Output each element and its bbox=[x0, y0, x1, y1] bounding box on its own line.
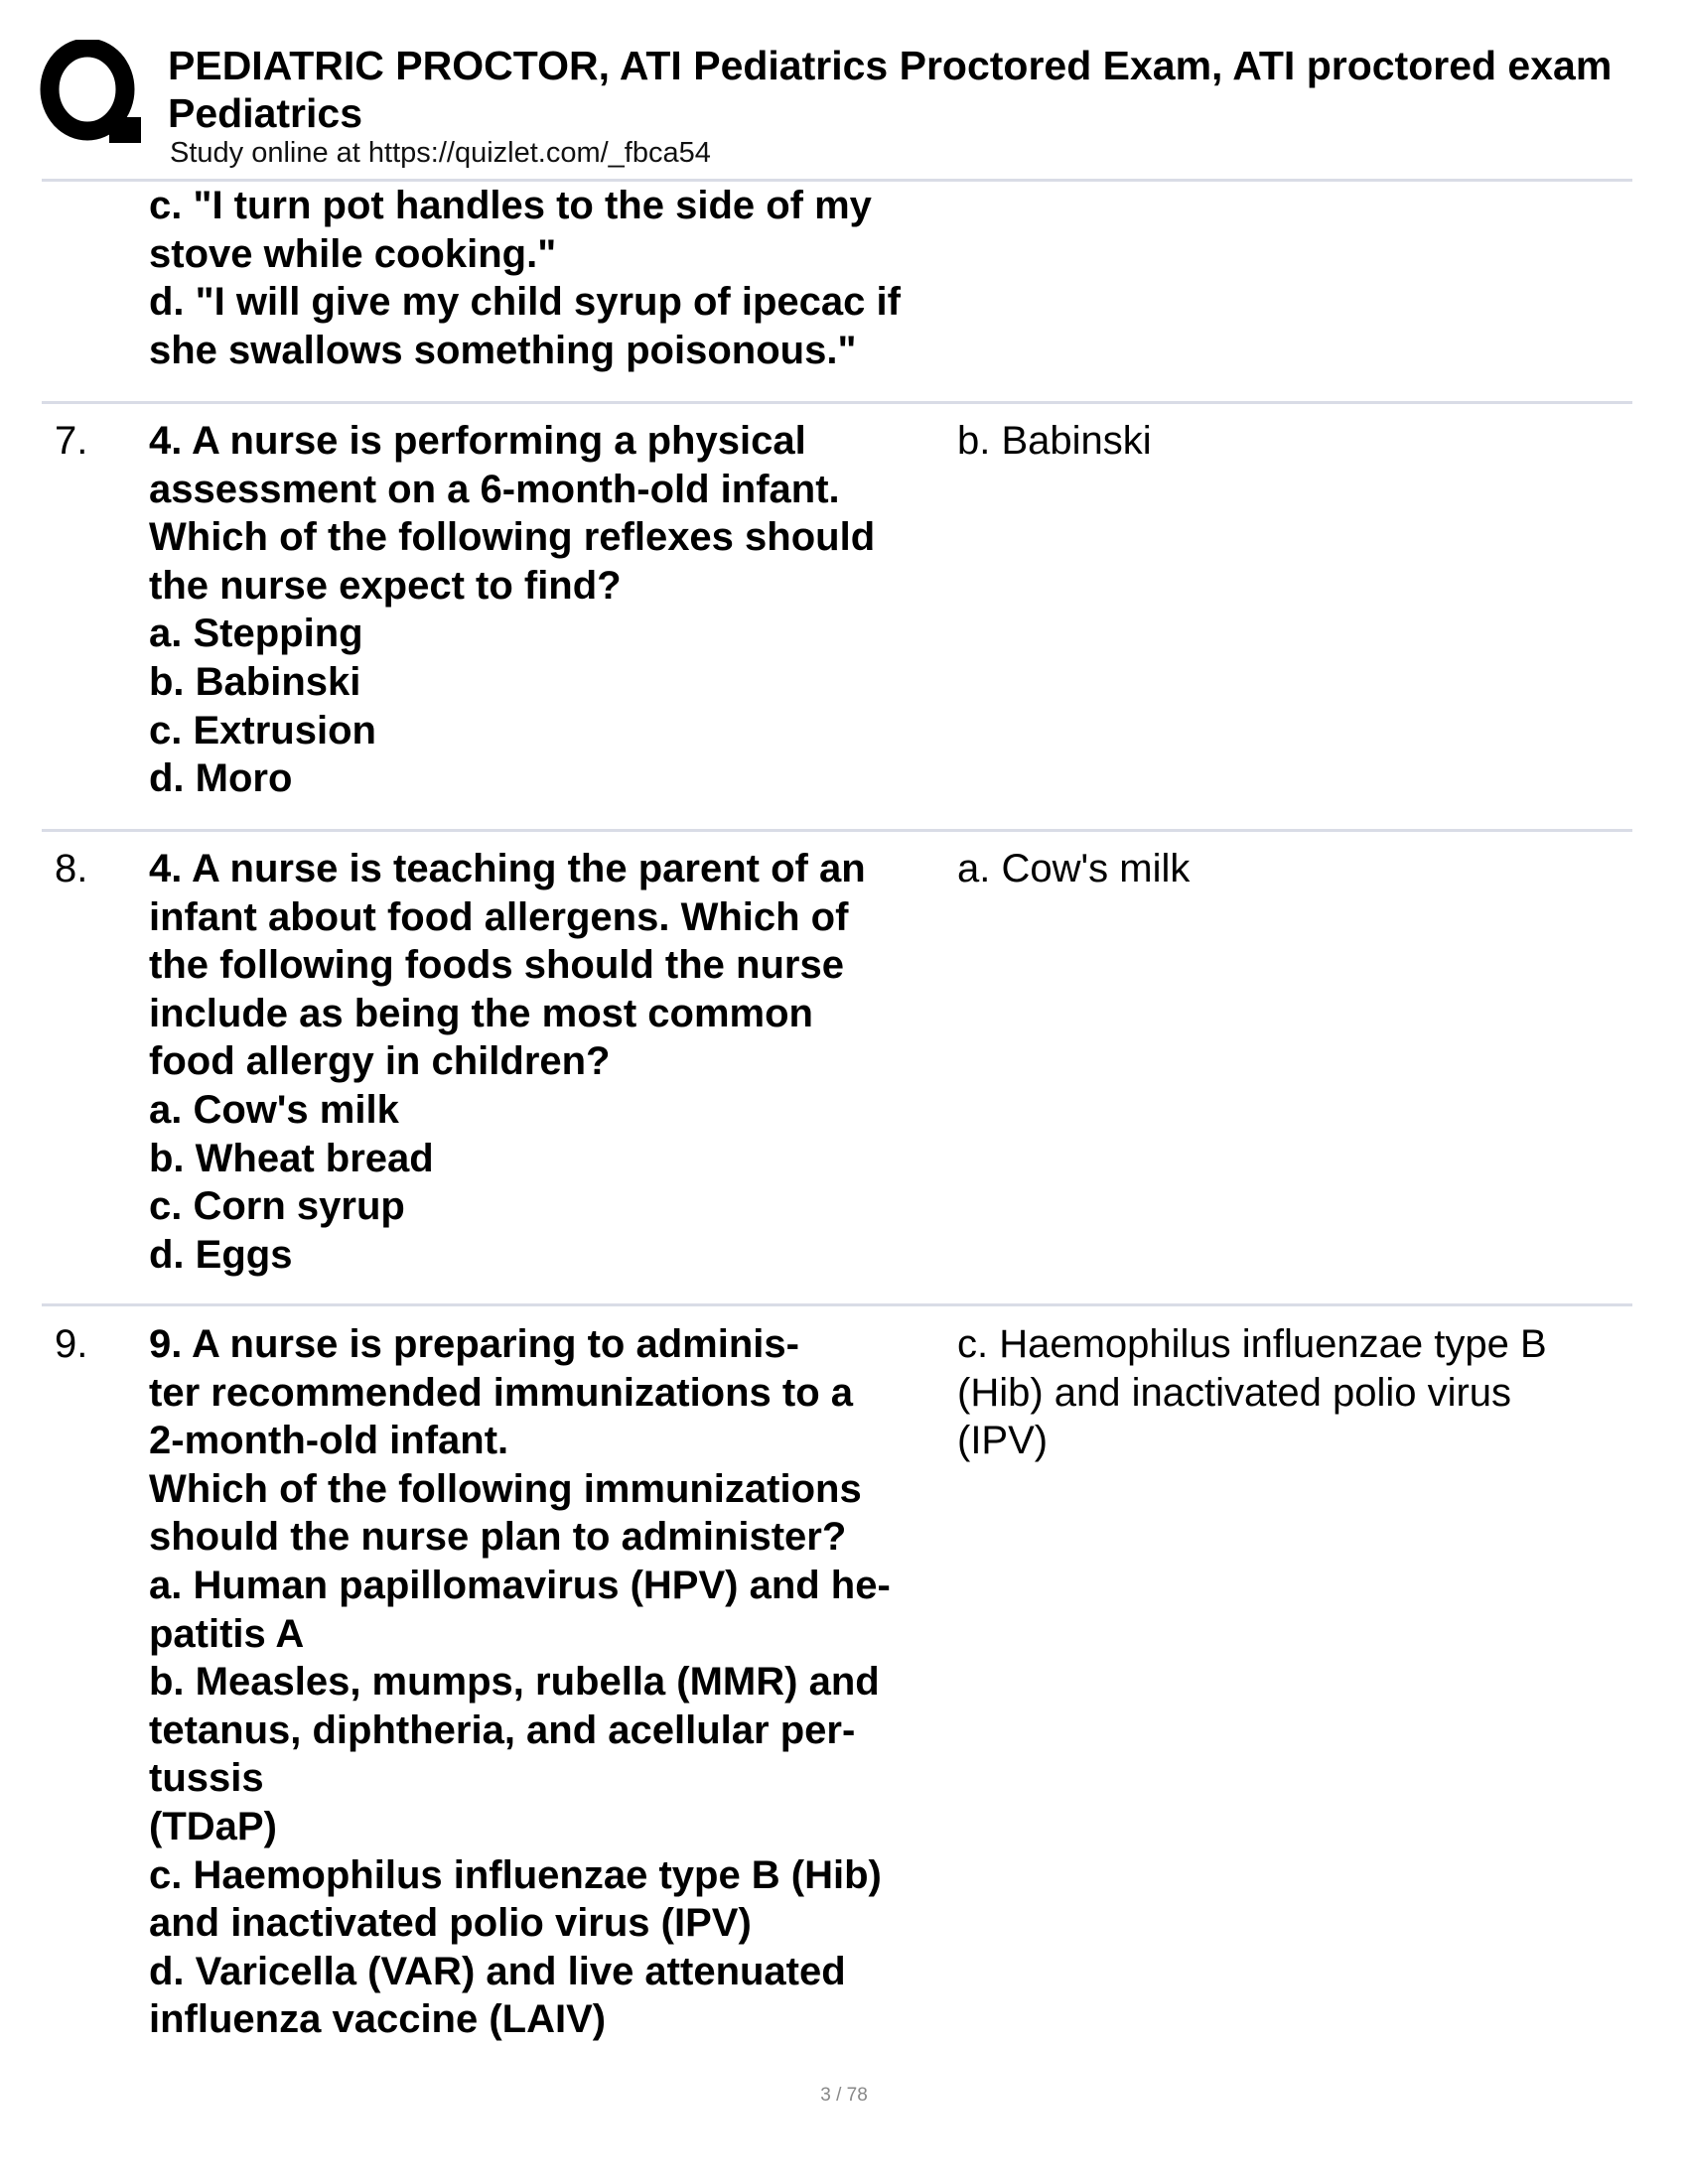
text-line: a. Human papillomavirus (HPV) and he- bbox=[149, 1563, 891, 1607]
text-line: c. "I turn pot handles to the side of my bbox=[149, 184, 872, 227]
text-line: tetanus, diphtheria, and acellular per- bbox=[149, 1707, 856, 1752]
study-online-link[interactable]: Study online at https://quizlet.com/_fbca54 bbox=[170, 137, 711, 169]
title-line-2: Pediatrics bbox=[168, 90, 362, 136]
text-line: d. Moro bbox=[149, 756, 293, 801]
text-line: Which of the following immunizations bbox=[149, 1466, 862, 1511]
text-line: b. Babinski bbox=[957, 419, 1152, 463]
text-line: include as being the most common bbox=[149, 991, 813, 1035]
text-line: food allergy in children? bbox=[149, 1039, 611, 1084]
text-line: 2-month-old infant. bbox=[149, 1419, 509, 1463]
text-line: a. Stepping bbox=[149, 612, 363, 656]
text-line: Which of the following reflexes should bbox=[149, 515, 876, 560]
quizlet-logo-icon bbox=[40, 40, 141, 147]
text-line: c. Corn syrup bbox=[149, 1184, 405, 1229]
text-line: (Hib) and inactivated polio virus bbox=[957, 1370, 1512, 1415]
text-line: c. Haemophilus influenzae type B bbox=[957, 1322, 1547, 1366]
text-line: a. Cow's milk bbox=[149, 1087, 399, 1132]
text-line: the following foods should the nurse bbox=[149, 943, 844, 988]
text-line: b. Babinski bbox=[149, 659, 361, 704]
text-line: b. Measles, mumps, rubella (MMR) and bbox=[149, 1660, 880, 1705]
text-line: the nurse expect to find? bbox=[149, 563, 622, 608]
text-line: 4. A nurse is performing a physical bbox=[149, 419, 806, 463]
question-text bbox=[149, 417, 875, 803]
text-line: ter recommended immunizations to a bbox=[149, 1370, 854, 1415]
text-line: 9. A nurse is preparing to adminis- bbox=[149, 1322, 799, 1366]
text-line: (TDaP) bbox=[149, 1804, 277, 1848]
question-text bbox=[149, 845, 866, 1279]
card-number: 8. bbox=[55, 847, 88, 890]
text-line: assessment on a 6-month-old infant. bbox=[149, 467, 840, 511]
card-number: 9. bbox=[55, 1322, 88, 1366]
text-line: she swallows something poisonous." bbox=[149, 328, 857, 372]
row-divider bbox=[42, 1303, 1632, 1306]
text-line: c. Haemophilus influenzae type B (Hib) bbox=[149, 1852, 882, 1897]
answer-text bbox=[957, 1320, 1547, 1465]
text-line: d. Eggs bbox=[149, 1232, 293, 1277]
row-divider bbox=[42, 401, 1632, 404]
question-text bbox=[149, 182, 901, 374]
text-line: and inactivated polio virus (IPV) bbox=[149, 1901, 752, 1946]
text-line: tussis bbox=[149, 1756, 264, 1801]
text-line: b. Wheat bread bbox=[149, 1136, 434, 1180]
card-number: 7. bbox=[55, 419, 88, 463]
title-line-1: PEDIATRIC PROCTOR, ATI Pediatrics Proctored Exam, ATI proctored exam bbox=[168, 43, 1613, 88]
text-line: infant about food allergens. Which of bbox=[149, 894, 849, 939]
question-text bbox=[149, 1320, 891, 2044]
text-line: a. Cow's milk bbox=[957, 847, 1191, 890]
answer-text bbox=[957, 845, 1190, 893]
answer-text bbox=[957, 417, 1152, 466]
page-number: 3 / 78 bbox=[820, 2085, 868, 2106]
text-line: (IPV) bbox=[957, 1419, 1049, 1463]
text-line: should the nurse plan to administer? bbox=[149, 1515, 847, 1560]
row-divider bbox=[42, 829, 1632, 832]
text-line: d. "I will give my child syrup of ipecac if bbox=[149, 280, 901, 325]
text-line: influenza vaccine (LAIV) bbox=[149, 1997, 607, 2042]
text-line: patitis A bbox=[149, 1611, 305, 1656]
text-line: 4. A nurse is teaching the parent of an bbox=[149, 847, 866, 890]
document-title bbox=[168, 42, 1612, 137]
text-line: c. Extrusion bbox=[149, 708, 376, 752]
text-line: stove while cooking." bbox=[149, 231, 557, 276]
text-line: d. Varicella (VAR) and live attenuated bbox=[149, 1949, 846, 1993]
